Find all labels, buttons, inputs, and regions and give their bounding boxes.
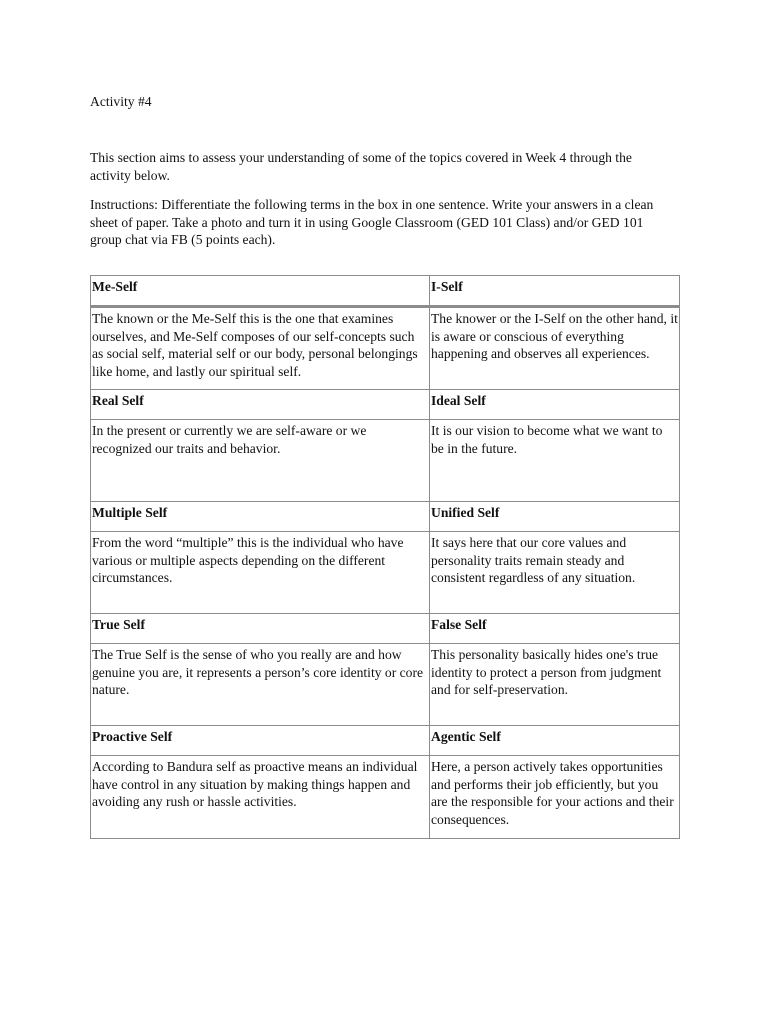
right-definition-cell: It says here that our core values and personality traits remain steady and consistent regardless of any situation. bbox=[430, 532, 680, 614]
left-definition-cell: The True Self is the sense of who you really are and how genuine you are, it represents a person’s core identity or core nature. bbox=[91, 644, 430, 726]
left-term-cell: Real Self bbox=[91, 390, 430, 420]
right-term-cell: I-Self bbox=[430, 276, 680, 307]
left-term-cell: Multiple Self bbox=[91, 502, 430, 532]
intro-paragraph: This section aims to assess your understanding of some of the topics covered in Week 4 through the activity below. bbox=[90, 150, 632, 183]
left-definition-cell: In the present or currently we are self-aware or we recognized our traits and behavior. bbox=[91, 420, 430, 502]
term-header-row bbox=[91, 614, 680, 644]
terms-comparison-table bbox=[90, 275, 680, 839]
definition-row bbox=[91, 532, 680, 614]
left-definition-cell: According to Bandura self as proactive means an individual have control in any situation by making things happen and avoiding any rush or hassle activities. bbox=[91, 756, 430, 839]
definition-row bbox=[91, 307, 680, 390]
activity-title: Activity #4 bbox=[90, 94, 152, 109]
right-definition-cell: Here, a person actively takes opportunities and performs their job efficiently, but you are the responsible for your actions and their consequences. bbox=[430, 756, 680, 839]
definition-row bbox=[91, 756, 680, 839]
right-term-cell: Ideal Self bbox=[430, 390, 680, 420]
instructions-paragraph: Instructions: Differentiate the following terms in the box in one sentence. Write your answers in a clean sheet of paper. Take a photo and turn it in using Google Classroom (GED 101 Class) and/or GED 101 group chat via FB (5 points each). bbox=[90, 197, 654, 247]
right-term-cell: Agentic Self bbox=[430, 726, 680, 756]
right-definition-cell: This personality basically hides one's true identity to protect a person from judgment and for self-preservation. bbox=[430, 644, 680, 726]
term-header-row bbox=[91, 502, 680, 532]
right-term-cell: False Self bbox=[430, 614, 680, 644]
left-term-cell: Proactive Self bbox=[91, 726, 430, 756]
left-definition-cell: The known or the Me-Self this is the one that examines ourselves, and Me-Self composes of our self-concepts such as social self, material self or our body, personal belongings like home, and lastly our spiritual self. bbox=[91, 307, 430, 390]
definition-row bbox=[91, 644, 680, 726]
term-header-row bbox=[91, 390, 680, 420]
left-term-cell: True Self bbox=[91, 614, 430, 644]
term-header-row bbox=[91, 726, 680, 756]
definition-row bbox=[91, 420, 680, 502]
right-definition-cell: The knower or the I-Self on the other hand, it is aware or conscious of everything happening and observes all experiences. bbox=[430, 307, 680, 390]
left-term-cell: Me-Self bbox=[91, 276, 430, 307]
left-definition-cell: From the word “multiple” this is the individual who have various or multiple aspects depending on the different circumstances. bbox=[91, 532, 430, 614]
right-term-cell: Unified Self bbox=[430, 502, 680, 532]
term-header-row bbox=[91, 276, 680, 307]
right-definition-cell: It is our vision to become what we want to be in the future. bbox=[430, 420, 680, 502]
